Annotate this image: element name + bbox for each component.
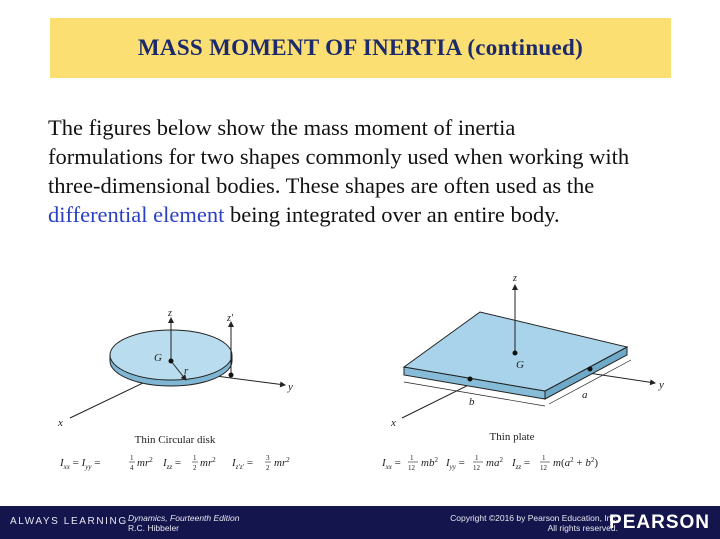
svg-text:1: 1 bbox=[130, 454, 134, 462]
book-credit bbox=[128, 513, 240, 533]
svg-text:mr2: $mr^2$ bbox=[200, 456, 216, 469]
plate-formula bbox=[381, 454, 598, 472]
svg-text:Izz =: $I_{zz}$ = bbox=[163, 457, 182, 471]
copyright-line-1: Copyright ©2016 by Pearson Education, Inc. bbox=[450, 513, 618, 523]
svg-text:Iyy =: $I_{yy}$ = bbox=[446, 457, 465, 471]
plate-label-y: y bbox=[659, 379, 664, 391]
svg-text:1: 1 bbox=[193, 454, 197, 462]
paragraph-line-1: The figures below show the mass moment of inertia bbox=[48, 115, 516, 140]
svg-text:m(a2 + b2): $m(a^2 + b^2)$ bbox=[553, 456, 599, 469]
disk-rim-point bbox=[229, 373, 234, 378]
svg-text:Ixx =: $I_{xx}$ = bbox=[382, 457, 401, 471]
svg-text:12: 12 bbox=[540, 464, 547, 472]
plate-label-G: G bbox=[516, 359, 524, 371]
plate-front-midpoint bbox=[468, 377, 473, 382]
plate-caption: Thin plate bbox=[489, 431, 535, 443]
differential-element-term: differential element bbox=[48, 202, 225, 227]
plate-label-a: a bbox=[582, 389, 588, 401]
svg-text:mr2: $mr^2$ bbox=[274, 456, 290, 469]
slide-title: MASS MOMENT OF INERTIA (continued) bbox=[137, 35, 584, 60]
pearson-logo: PEARSON bbox=[609, 512, 710, 533]
disk-label-y: y bbox=[288, 381, 293, 393]
disk-center-point bbox=[169, 359, 174, 364]
book-author: R.C. Hibbeler bbox=[128, 523, 180, 533]
svg-text:Ixx = Iyy =: $I_{xx} = I_{yy}$ = bbox=[60, 457, 101, 471]
svg-text:12: 12 bbox=[408, 464, 415, 472]
svg-text:1: 1 bbox=[410, 454, 414, 462]
book-title: Dynamics, Fourteenth Edition bbox=[128, 513, 240, 523]
svg-text:ma2: $ma^2$ bbox=[486, 456, 503, 469]
disk-label-x: x bbox=[58, 417, 63, 429]
svg-text:mb2: $mb^2$ bbox=[421, 456, 438, 469]
svg-text:1: 1 bbox=[475, 454, 479, 462]
svg-text:3: 3 bbox=[266, 454, 270, 462]
svg-text:4: 4 bbox=[130, 464, 134, 472]
copyright-notice bbox=[450, 513, 618, 533]
svg-text:2: 2 bbox=[193, 464, 197, 472]
thin-disk-figure bbox=[57, 308, 293, 472]
always-learning-tagline: ALWAYS LEARNING bbox=[10, 516, 128, 527]
svg-text:12: 12 bbox=[473, 464, 480, 472]
svg-text:Iz'z' =: $I_{z'z'}$ = bbox=[232, 457, 254, 471]
paragraph-line-2: formulations for two shapes commonly used when working with bbox=[48, 144, 630, 169]
disk-formula bbox=[59, 454, 290, 472]
plate-label-b: b bbox=[469, 396, 475, 408]
plate-side-midpoint bbox=[588, 367, 593, 372]
disk-label-z: z bbox=[168, 308, 172, 319]
svg-text:Izz =: $I_{zz}$ = bbox=[512, 457, 531, 471]
svg-text:1: 1 bbox=[542, 454, 546, 462]
svg-text:mr2: $mr^2$ bbox=[137, 456, 153, 469]
plate-center-point bbox=[513, 351, 518, 356]
disk-label-G: G bbox=[154, 352, 162, 364]
disk-label-z-prime: z' bbox=[227, 313, 234, 324]
svg-text:2: 2 bbox=[266, 464, 270, 472]
thin-plate-figure bbox=[381, 273, 664, 472]
plate-label-z: z bbox=[513, 273, 517, 284]
disk-label-r: r bbox=[184, 365, 189, 377]
disk-caption: Thin Circular disk bbox=[134, 434, 216, 446]
paragraph-line-3: three-dimensional bodies. These shapes are often used as the bbox=[48, 173, 595, 198]
plate-label-x: x bbox=[391, 417, 396, 429]
paragraph-line-4-rest: being integrated over an entire body. bbox=[224, 202, 560, 227]
copyright-line-2: All rights reserved. bbox=[547, 523, 618, 533]
footer-bar bbox=[0, 506, 720, 539]
